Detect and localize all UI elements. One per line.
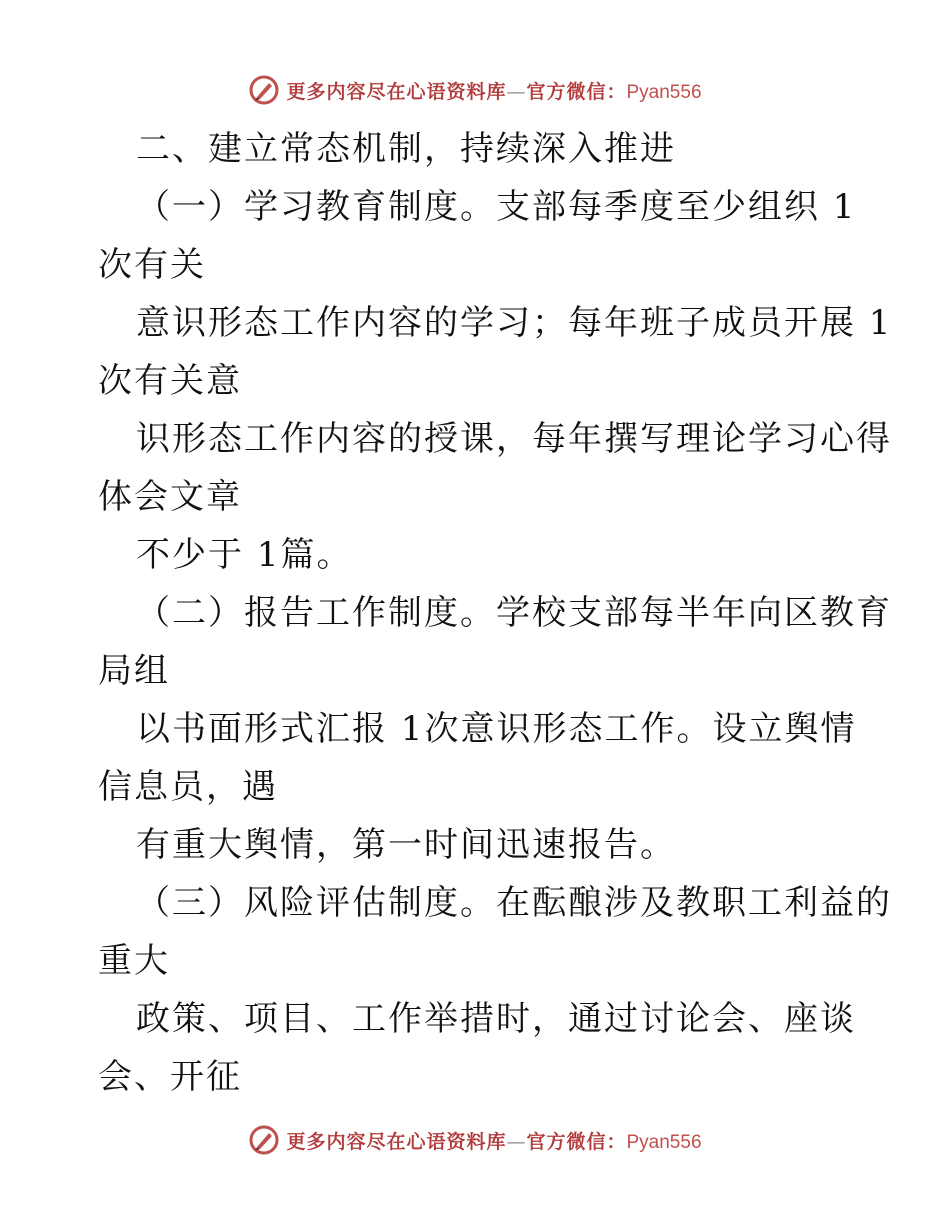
document-body [98, 120, 893, 1106]
body-line: 次有关 [98, 245, 206, 285]
footer-watermark [0, 1120, 950, 1160]
watermark-text: 更多内容尽在心语资料库—官方微信：Pyan556 [286, 1130, 702, 1153]
pen-logo-icon [248, 1124, 280, 1156]
pen-logo-icon [248, 74, 280, 106]
body-line: 会、开征 [98, 1057, 242, 1097]
body-line: 有重大舆情，第一时间迅速报告。 [136, 825, 676, 865]
header-watermark [0, 70, 950, 110]
body-line: （三）风险评估制度。在酝酿涉及教职工利益的 [136, 883, 892, 923]
body-line: （一）学习教育制度。支部每季度至少组织 1 [136, 187, 857, 227]
body-line: 体会文章 [98, 477, 242, 517]
watermark-text: 更多内容尽在心语资料库—官方微信：Pyan556 [286, 80, 702, 103]
body-line: 次有关意 [98, 361, 242, 401]
body-line: （二）报告工作制度。学校支部每半年向区教育 [136, 593, 892, 633]
body-line: 政策、项目、工作举措时，通过讨论会、座谈 [136, 999, 856, 1039]
body-line: 二、建立常态机制，持续深入推进 [136, 129, 676, 169]
body-line: 意识形态工作内容的学习；每年班子成员开展 1 [136, 303, 893, 343]
body-line: 局组 [98, 651, 170, 691]
body-line: 信息员，遇 [98, 767, 278, 807]
body-line: 识形态工作内容的授课，每年撰写理论学习心得 [136, 419, 892, 459]
body-line: 以书面形式汇报 1次意识形态工作。设立舆情 [136, 709, 857, 749]
body-line: 不少于 1篇。 [136, 535, 353, 575]
body-line: 重大 [98, 941, 170, 981]
